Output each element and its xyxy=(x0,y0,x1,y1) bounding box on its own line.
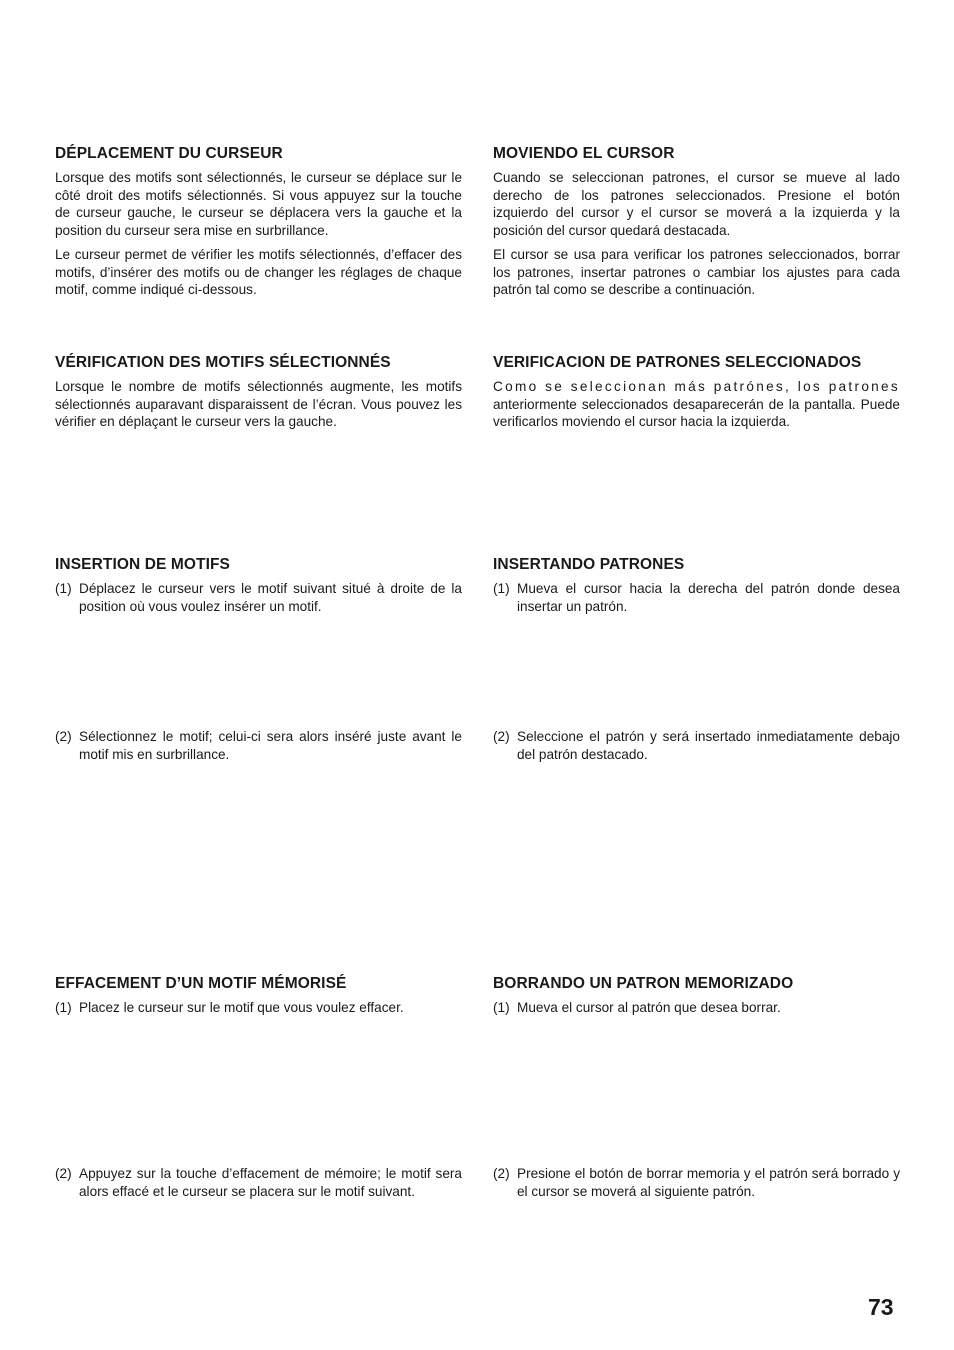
step-number: (1) xyxy=(493,581,510,596)
section-verify-es xyxy=(493,354,900,437)
step-1 xyxy=(493,580,900,615)
step-number: (2) xyxy=(55,729,72,744)
paragraph: Lorsque le nombre de motifs sélectionnés augmente, les motifs sélectionnés auparavant disparaissent de l’écran. Vous pouvez les vérifier en déplaçant le curseur vers la gauche. xyxy=(55,379,462,430)
section-cursor-move-fr xyxy=(55,145,462,305)
step-text: Déplacez le curseur vers le motif suivant situé à droite de la position où vous voulez insérer un motif. xyxy=(79,581,462,614)
step-number: (2) xyxy=(493,729,510,744)
step-1 xyxy=(55,580,462,615)
step-number: (2) xyxy=(493,1166,510,1181)
paragraph xyxy=(493,378,900,431)
heading-verificacion-patrones: VERIFICACION DE PATRONES SELECCIONADOS xyxy=(493,354,862,371)
section-verify-fr xyxy=(55,354,462,437)
paragraph: Cuando se seleccionan patrones, el cursor se mueve al lado derecho de los patrones seleccionados. Presione el botón izquierdo del cursor y el cursor se moverá a la izquierda y la posición del cursor quedará destacada. xyxy=(493,170,900,239)
section-erase-fr xyxy=(55,975,462,1017)
step-1 xyxy=(55,999,462,1017)
step-1 xyxy=(493,999,900,1017)
section-erase-es-step2 xyxy=(493,1165,900,1200)
heading-moviendo-cursor: MOVIENDO EL CURSOR xyxy=(493,145,675,162)
step-number: (1) xyxy=(493,1000,510,1015)
step-text: Seleccione el patrón y será insertado inmediatamente debajo del patrón destacado. xyxy=(517,729,900,762)
step-text: Presione el botón de borrar memoria y el patrón será borrado y el cursor se moverá al siguiente patrón. xyxy=(517,1166,900,1199)
step-number: (1) xyxy=(55,581,72,596)
page-number: 73 xyxy=(868,1294,894,1320)
paragraph: Lorsque des motifs sont sélectionnés, le curseur se déplace sur le côté droit des motifs sélectionnés. Si vous appuyez sur la touche de curseur gauche, le curseur se déplacera vers la gauche et la position du curseur sera mise en surbrillance. xyxy=(55,170,462,239)
heading-effacement-motif: EFFACEMENT D’UN MOTIF MÉMORISÉ xyxy=(55,975,347,992)
heading-verification-motifs: VÉRIFICATION DES MOTIFS SÉLECTIONNÉS xyxy=(55,354,391,371)
heading-borrando-patron: BORRANDO UN PATRON MEMORIZADO xyxy=(493,975,794,992)
step-2 xyxy=(55,1165,462,1200)
section-erase-fr-step2 xyxy=(55,1165,462,1200)
step-text: Placez le curseur sur le motif que vous voulez effacer. xyxy=(79,1000,404,1015)
section-insert-es-step2 xyxy=(493,728,900,763)
step-2 xyxy=(55,728,462,763)
paragraph: El cursor se usa para verificar los patrones seleccionados, borrar los patrones, insertar patrones o cambiar los ajustes para cada patrón tal como se describe a continuación. xyxy=(493,246,900,298)
paragraph: Le curseur permet de vérifier les motifs sélectionnés, d’effacer des motifs, d’insérer des motifs ou de changer les réglages de chaque motif, comme indiqué ci-dessous. xyxy=(55,246,462,298)
section-cursor-move-es xyxy=(493,145,900,305)
section-insert-es xyxy=(493,556,900,615)
step-text: Mueva el cursor hacia la derecha del patrón donde desea insertar un patrón. xyxy=(517,581,900,614)
section-erase-es xyxy=(493,975,900,1017)
heading-insertion-motifs: INSERTION DE MOTIFS xyxy=(55,556,230,573)
heading-deplacement-curseur: DÉPLACEMENT DU CURSEUR xyxy=(55,145,283,162)
step-text: Sélectionnez le motif; celui-ci sera alors inséré juste avant le motif mis en surbrillance. xyxy=(79,729,462,762)
step-2 xyxy=(493,728,900,763)
paragraph-rest: anteriormente seleccionados desaparecerán de la pantalla. Puede verificarlos moviendo el cursor hacia la izquierda. xyxy=(493,396,900,430)
step-number: (2) xyxy=(55,1166,72,1181)
section-insert-fr xyxy=(55,556,462,615)
step-number: (1) xyxy=(55,1000,72,1015)
section-insert-fr-step2 xyxy=(55,728,462,763)
step-text: Appuyez sur la touche d’effacement de mémoire; le motif sera alors effacé et le curseur se placera sur le motif suivant. xyxy=(79,1166,462,1199)
paragraph-line-spaced: Como se seleccionan más patrónes, los patrones xyxy=(493,379,900,394)
heading-insertando-patrones: INSERTANDO PATRONES xyxy=(493,556,685,573)
step-2 xyxy=(493,1165,900,1200)
step-text: Mueva el cursor al patrón que desea borrar. xyxy=(517,1000,781,1015)
